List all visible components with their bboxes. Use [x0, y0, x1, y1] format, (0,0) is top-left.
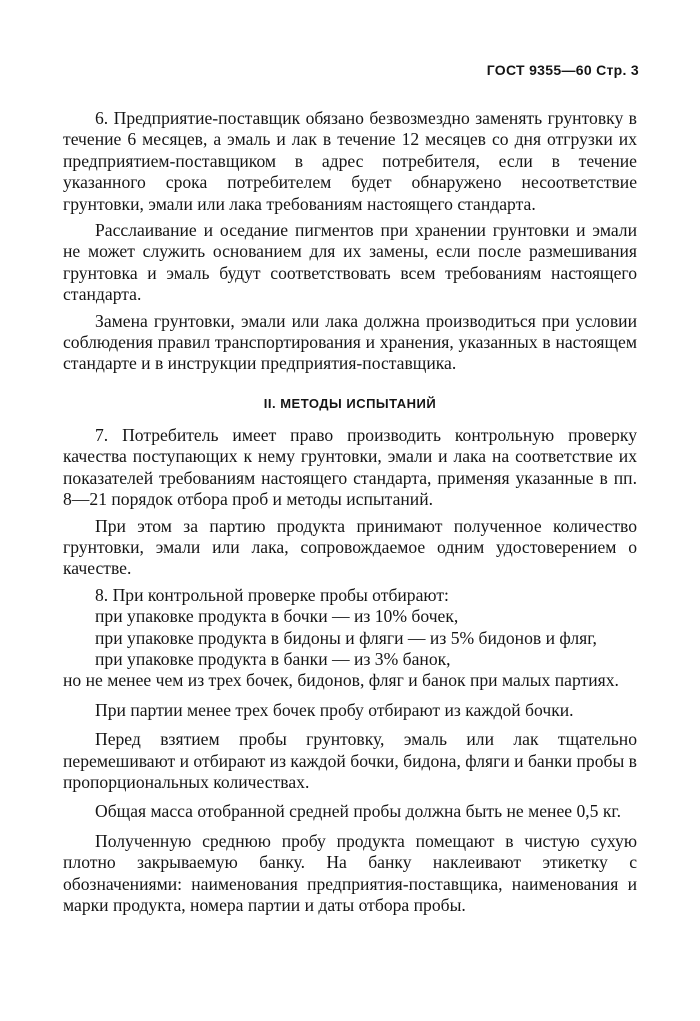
sampling-barrels: при упаковке продукта в бочки — из 10% бочек,	[95, 606, 459, 627]
sampling-minimum: но не менее чем из трех бочек, бидонов, фляг и банок при малых партиях.	[63, 670, 619, 691]
sampling-cans-flasks: при упаковке продукта в бидоны и фляги — из 5% бидонов и фляг,	[95, 627, 597, 648]
paragraph-6: 6. Предприятие-поставщик обязано безвозмездно заменять грунтовку в течение 6 месяцев, а эмаль и лак в течение 12 месяцев со дня отгрузки их предприятием-поставщиком в адрес потребителя, если в течение указанного срока потребителем будет обнаружено несоответствие грунтовки, эмали или лака требованиям настоящего стандарта.	[63, 108, 637, 214]
sample-container: Полученную среднюю пробу продукта помещают в чистую сухую плотно закрываемую банку. На банку наклеивают этикетку с обозначениями: наименования предприятия-поставщика, наименования и марки продукта, номера партии и даты отбора пробы.	[63, 830, 637, 915]
section-title: II. МЕТОДЫ ИСПЫТАНИЙ	[263, 395, 437, 411]
paragraph-8: 8. При контрольной проверке пробы отбирают:	[95, 584, 449, 605]
sampling-mixing: Перед взятием пробы грунтовку, эмаль или лак тщательно перемешивают и отбирают из каждой бочки, бидона, фляги и банки пробы в пропорциональных количествах.	[63, 729, 637, 792]
running-header: ГОСТ 9355—60 Стр. 3	[486, 62, 639, 78]
sampling-jars: при упаковке продукта в банки — из 3% банок,	[95, 648, 451, 669]
document-page	[63, 62, 637, 925]
paragraph-6-stratification: Расслаивание и оседание пигментов при хранении грунтовки и эмали не может служить основанием для их замены, если после размешивания грунтовка и эмаль будут соответствовать всем требованиям настоящего стандарта.	[63, 220, 637, 305]
paragraph-7: 7. Потребитель имеет право производить контрольную проверку качества поступающих к нему грунтовки, эмали и лака на соответствие их показателей требованиям настоящего стандарта, применяя указанные в пп. 8—21 порядок отбора проб и методы испытаний.	[63, 424, 637, 510]
paragraph-6-replacement: Замена грунтовки, эмали или лака должна производиться при условии соблюдения правил транспортирования и хранения, указанных в настоящем стандарте и в инструкции предприятия-поставщика.	[63, 310, 637, 374]
sampling-small-batch: При партии менее трех бочек пробу отбирают из каждой бочки.	[95, 699, 574, 720]
paragraph-7-batch: При этом за партию продукта принимают полученное количество грунтовки, эмали или лака, сопровождаемое одним удостоверением о качестве.	[63, 515, 637, 579]
sample-mass: Общая масса отобранной средней пробы должна быть не менее 0,5 кг.	[95, 801, 622, 822]
